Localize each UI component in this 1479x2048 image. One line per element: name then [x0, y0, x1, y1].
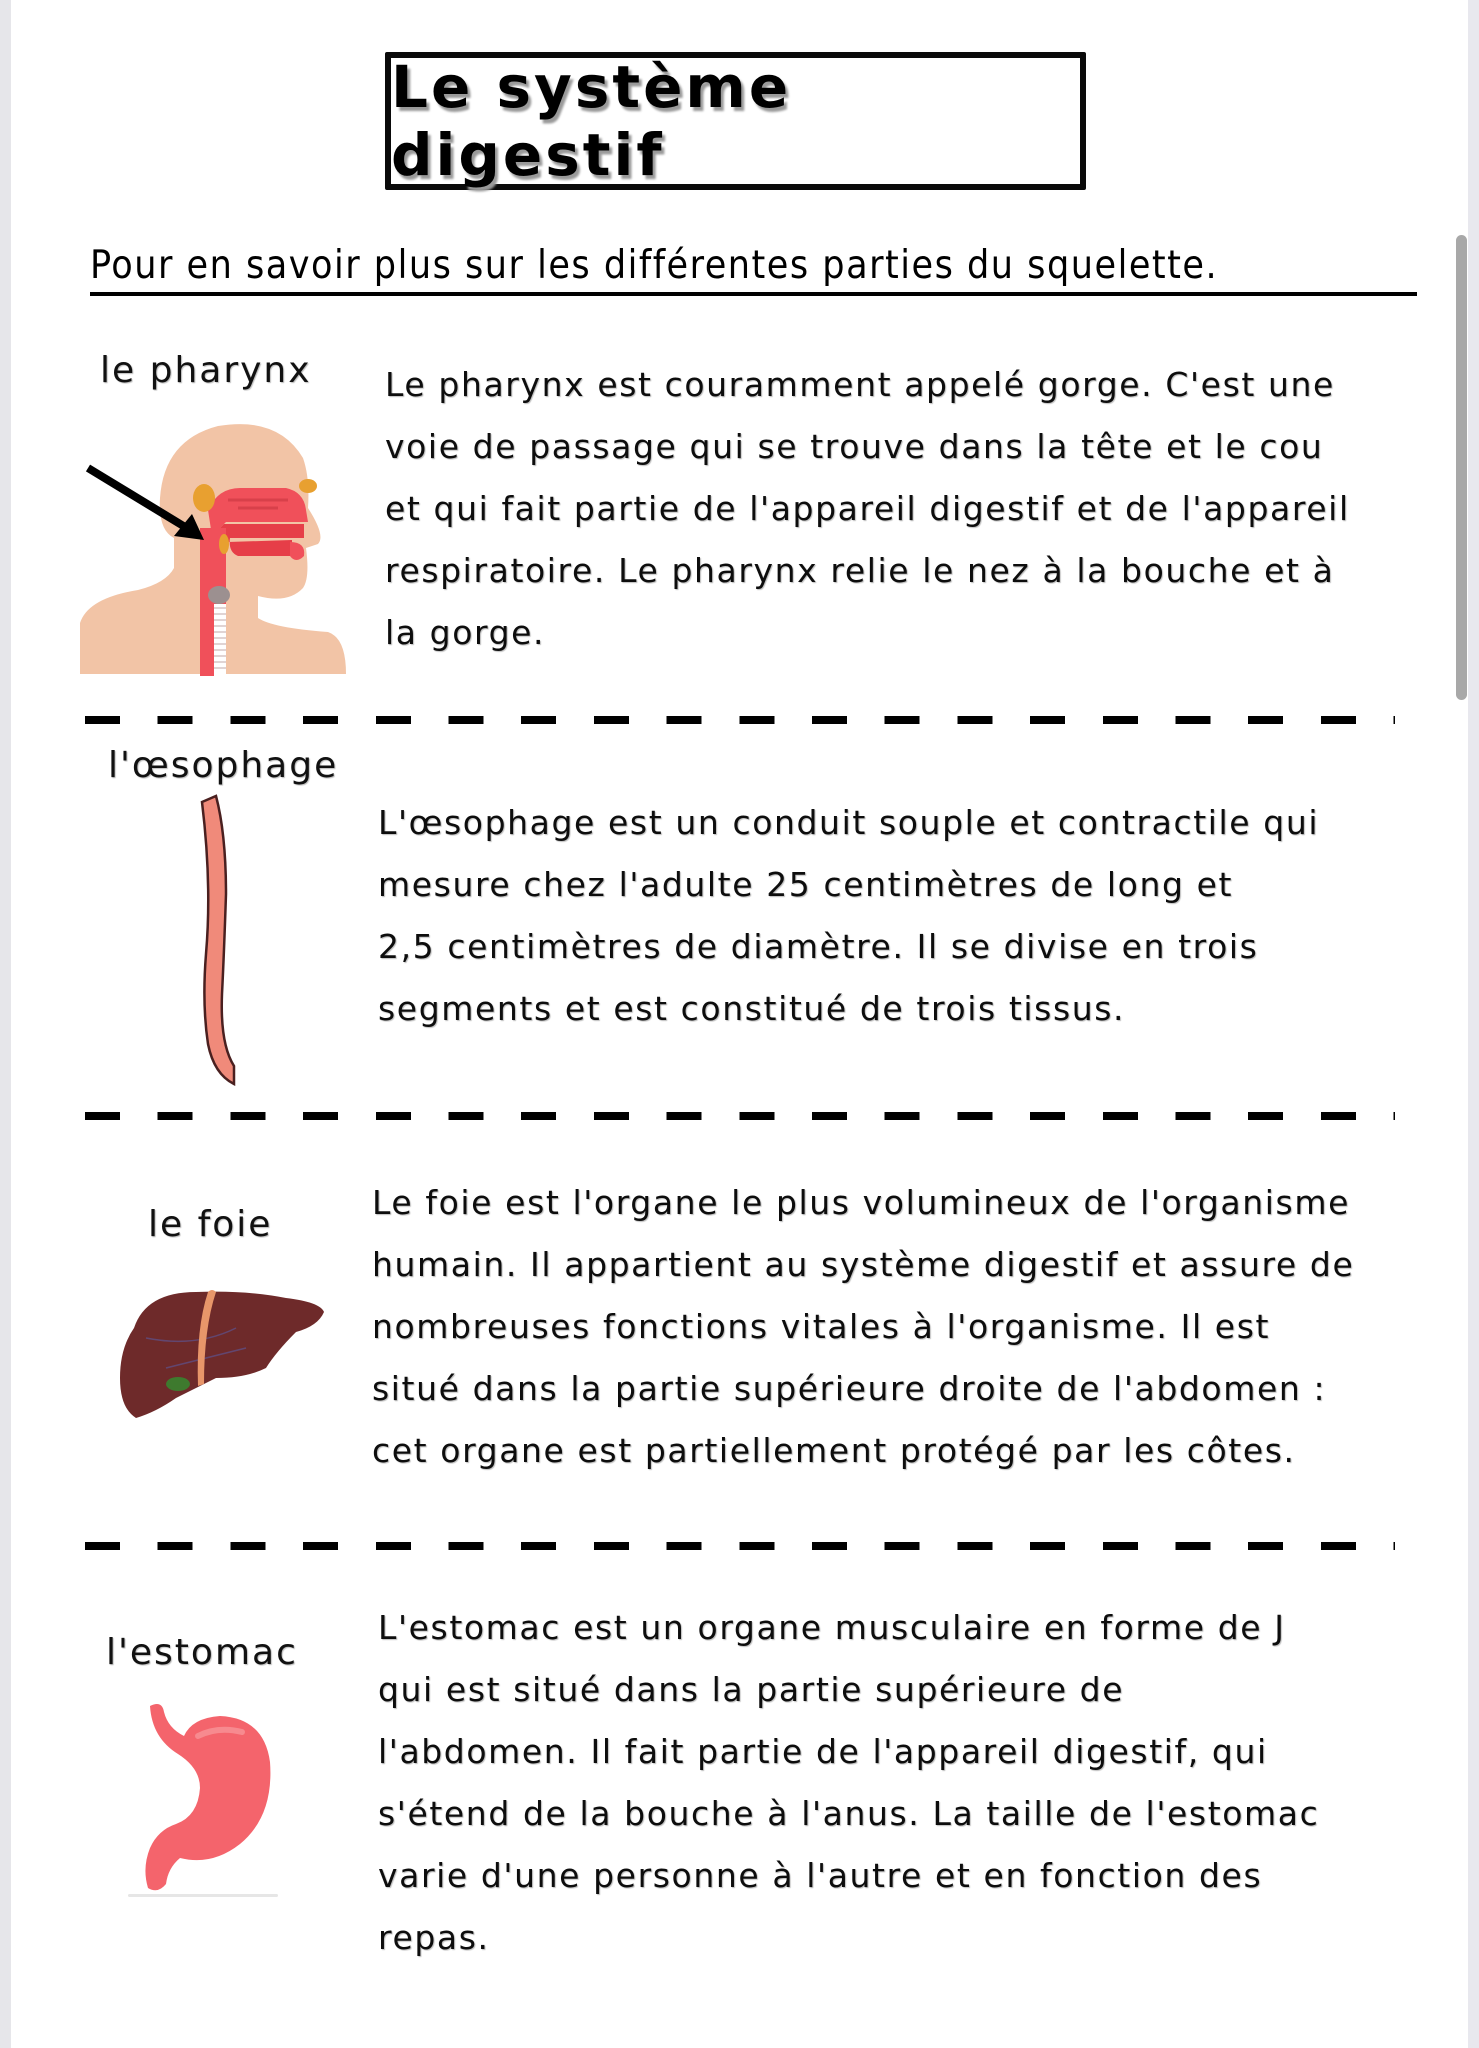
- text-line: 2,5 centimètres de diamètre. Il se divise en trois: [378, 927, 1259, 966]
- text-line: cet organe est partiellement protégé par les côtes.: [372, 1431, 1296, 1470]
- dashed-divider: [85, 1112, 1395, 1120]
- label-oesophage: l'œsophage: [108, 745, 339, 786]
- stomach-illustration: [128, 1698, 278, 1898]
- paragraph-estomac: [378, 1597, 1319, 1969]
- text-line: la gorge.: [385, 613, 546, 652]
- text-line: Le foie est l'organe le plus volumineux de l'organisme: [372, 1183, 1350, 1222]
- label-foie: le foie: [148, 1204, 273, 1245]
- dashed-divider: [85, 716, 1395, 724]
- text-line: s'étend de la bouche à l'anus. La taille de l'estomac: [378, 1794, 1320, 1833]
- liver-illustration: [116, 1288, 326, 1422]
- text-line: L'estomac est un organe musculaire en forme de J: [378, 1608, 1286, 1647]
- text-line: respiratoire. Le pharynx relie le nez à la bouche et à: [385, 551, 1335, 590]
- text-line: Le pharynx est couramment appelé gorge. C'est une: [385, 365, 1335, 404]
- page-title: Le système digestif: [391, 53, 792, 189]
- pharynx-head-icon: [78, 418, 348, 676]
- text-line: qui est situé dans la partie supérieure de: [378, 1670, 1125, 1709]
- text-line: mesure chez l'adulte 25 centimètres de long et: [378, 865, 1234, 904]
- stomach-icon: [128, 1698, 278, 1898]
- esophagus-illustration: [196, 794, 240, 1088]
- text-line: nombreuses fonctions vitales à l'organisme. Il est: [372, 1307, 1271, 1346]
- paragraph-foie: [372, 1172, 1354, 1482]
- scrollbar-track[interactable]: [1468, 0, 1479, 2048]
- text-line: voie de passage qui se trouve dans la tête et le cou: [385, 427, 1324, 466]
- text-line: l'abdomen. Il fait partie de l'appareil digestif, qui: [378, 1732, 1268, 1771]
- text-line: situé dans la partie supérieure droite de l'abdomen :: [372, 1369, 1327, 1408]
- text-line: repas.: [378, 1918, 490, 1957]
- esophagus-icon: [196, 794, 240, 1088]
- text-line: segments et est constitué de trois tissus.: [378, 989, 1126, 1028]
- title-box: [385, 52, 1086, 190]
- scrollbar-thumb[interactable]: [1456, 235, 1467, 700]
- text-line: humain. Il appartient au système digestif et assure de: [372, 1245, 1355, 1284]
- left-gutter: [0, 0, 11, 2048]
- text-line: et qui fait partie de l'appareil digestif et de l'appareil: [385, 489, 1350, 528]
- text-line: L'œsophage est un conduit souple et contractile qui: [378, 803, 1320, 842]
- label-estomac: l'estomac: [106, 1632, 298, 1673]
- liver-icon: [116, 1288, 326, 1422]
- subtitle: Pour en savoir plus sur les différentes parties du squelette.: [90, 242, 1417, 296]
- dashed-divider: [85, 1542, 1395, 1550]
- text-line: varie d'une personne à l'autre et en fonction des: [378, 1856, 1263, 1895]
- paragraph-pharynx: [385, 354, 1350, 664]
- paragraph-oesophage: [378, 792, 1319, 1040]
- pharynx-illustration: [78, 418, 348, 676]
- label-pharynx: le pharynx: [100, 350, 312, 391]
